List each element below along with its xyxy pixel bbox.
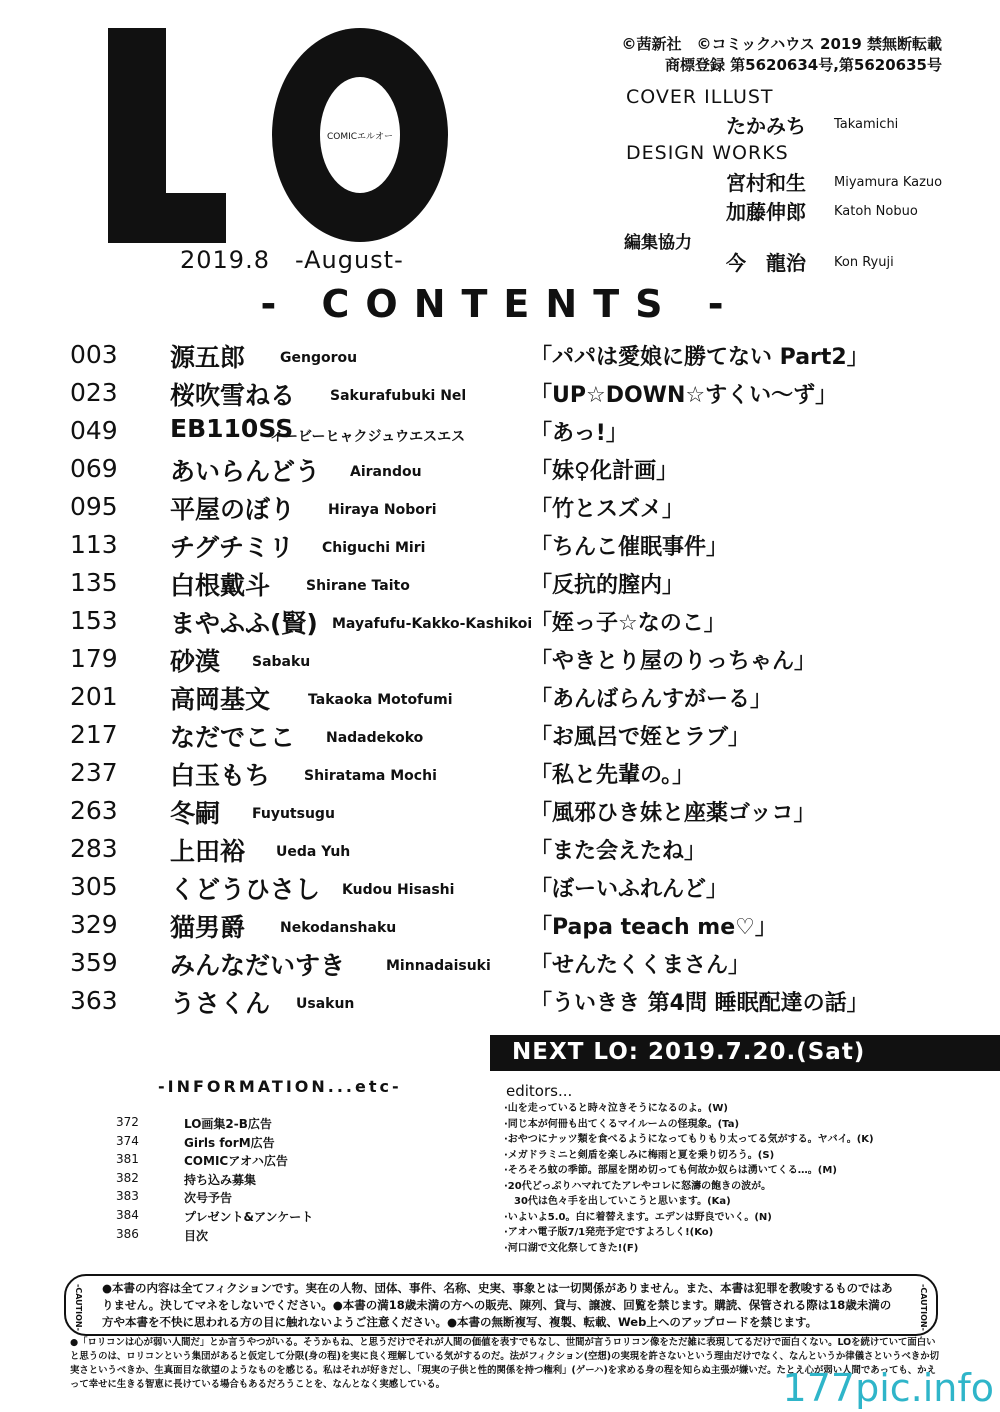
toc-story-title: 「お風呂で姪とラブ」 bbox=[530, 725, 751, 750]
info-page-number: 382 bbox=[116, 1170, 139, 1185]
contents-heading: - CONTENTS - bbox=[260, 282, 740, 326]
toc-author: 源五郎 bbox=[170, 343, 246, 372]
caution-text: ●本書の内容は全てフィクションです。実在の人物、団体、事件、名称、史実、事象とは一切関係がありません。また、本書は犯罪を教唆するものではありません。決してマネをしないでください。●本書の満18歳未満の方への販売、陳列、貸与、譲渡、回覧を禁じます。購読、保管される際は18歳未満の方や本書を不快に思われる方の目に触れないようご注意ください。●本書の無断複写、複製、転載、Web上へのアップロードを禁じます。 bbox=[102, 1281, 893, 1329]
toc-author-romaji: Hiraya Nobori bbox=[328, 502, 437, 518]
toc-row bbox=[70, 452, 970, 490]
editor-comment: ·山を走っていると時々泣きそうになるのよ。(W) bbox=[504, 1103, 728, 1114]
info-page-number: 372 bbox=[116, 1115, 139, 1129]
trademark-line: 商標登録 第5620634号,第5620635号 bbox=[664, 56, 942, 74]
toc-author-romaji: Takaoka Motofumi bbox=[308, 692, 453, 708]
toc-row bbox=[70, 794, 970, 832]
toc-row bbox=[70, 338, 970, 376]
toc-page-number: 179 bbox=[70, 644, 118, 673]
toc-author: くどうひさし bbox=[170, 875, 321, 904]
designer-2-name: 加藤伸郎 bbox=[726, 200, 806, 224]
toc-author-romaji: Chiguchi Miri bbox=[322, 540, 426, 556]
design-works-label: DESIGN WORKS bbox=[626, 142, 789, 164]
toc-author-romaji: Minnadaisuki bbox=[386, 958, 491, 974]
toc-row bbox=[70, 414, 970, 452]
info-item: 目次 bbox=[184, 1228, 209, 1243]
toc-story-title: 「ぼーいふれんど」 bbox=[530, 877, 729, 902]
editing-assist-romaji: Kon Ryuji bbox=[834, 255, 894, 270]
toc-page-number: 363 bbox=[70, 986, 118, 1015]
toc-row bbox=[70, 946, 970, 984]
toc-author-romaji: Mayafufu-Kakko-Kashikoi bbox=[332, 616, 533, 632]
toc-author-romaji: Ueda Yuh bbox=[276, 844, 351, 860]
toc-page-number: 113 bbox=[70, 530, 118, 559]
toc-author: 白玉もち bbox=[170, 761, 271, 790]
cover-illust-romaji: Takamichi bbox=[834, 117, 899, 132]
info-item: 持ち込み募集 bbox=[184, 1172, 257, 1187]
designer-2-romaji: Katoh Nobuo bbox=[834, 204, 918, 219]
caution-label-right: -CAUTION- bbox=[919, 1284, 928, 1331]
editors-comments bbox=[504, 1101, 984, 1256]
editors-heading: editors... bbox=[506, 1082, 573, 1100]
toc-author-romaji: Usakun bbox=[296, 996, 355, 1012]
toc-author-romaji: Gengorou bbox=[280, 350, 358, 366]
info-row bbox=[116, 1227, 446, 1246]
info-row bbox=[116, 1134, 446, 1153]
toc-author: 白根戴斗 bbox=[170, 571, 271, 600]
next-issue-date: NEXT LO: 2019.7.20.(Sat) bbox=[512, 1039, 866, 1065]
toc-author-romaji: Kudou Hisashi bbox=[342, 882, 455, 898]
toc-page-number: 153 bbox=[70, 606, 118, 635]
information-list bbox=[116, 1115, 446, 1245]
toc-story-title: 「せんたくくまさん」 bbox=[530, 953, 751, 978]
toc-story-title: 「妹♀化計画」 bbox=[530, 459, 679, 484]
toc-story-title: 「私と先輩の。」 bbox=[530, 763, 695, 788]
toc-row bbox=[70, 908, 970, 946]
toc-author-romaji: Fuyutsugu bbox=[252, 806, 335, 822]
toc-row bbox=[70, 528, 970, 566]
info-row bbox=[116, 1208, 446, 1227]
toc-row bbox=[70, 490, 970, 528]
editor-comment: ·そろそろ蚊の季節。部屋を閉め切っても何故か奴らは湧いてくる…。(M) bbox=[504, 1165, 837, 1176]
toc-author: 桜吹雪ねる bbox=[170, 381, 296, 410]
toc-page-number: 359 bbox=[70, 948, 118, 977]
toc-author-romaji: Sabaku bbox=[252, 654, 311, 670]
toc-page-number: 217 bbox=[70, 720, 118, 749]
toc-page-number: 329 bbox=[70, 910, 118, 939]
issue-date: 2019.8 -August- bbox=[180, 246, 404, 274]
toc-row bbox=[70, 604, 970, 642]
toc-author-romaji: Sakurafubuki Nel bbox=[330, 388, 467, 404]
toc-author: 平屋のぼり bbox=[170, 495, 296, 524]
toc-row bbox=[70, 376, 970, 414]
caution-label-left: -CAUTION- bbox=[74, 1284, 83, 1331]
info-item: プレゼント&アンケート bbox=[184, 1209, 314, 1224]
info-page-number: 374 bbox=[116, 1133, 139, 1148]
toc-author-romaji: Shirane Taito bbox=[306, 578, 410, 594]
contents-list bbox=[70, 338, 970, 1022]
editor-comment: ·20代どっぷりハマれてたアレやコレに怒濤の飽きの波が。 bbox=[504, 1180, 772, 1192]
toc-author-romaji: Nadadekoko bbox=[326, 730, 424, 746]
info-row bbox=[116, 1189, 446, 1208]
toc-author: みんなだいすき bbox=[170, 951, 346, 980]
lo-logo bbox=[108, 28, 448, 243]
toc-page-number: 023 bbox=[70, 378, 118, 407]
cover-illust-name: たかみち bbox=[726, 114, 806, 138]
info-page-number: 384 bbox=[116, 1207, 139, 1222]
info-page-number: 386 bbox=[116, 1226, 139, 1241]
logo-subtitle: COMICエルオー bbox=[326, 132, 394, 142]
toc-story-title: 「あんばらんすがーる」 bbox=[530, 687, 773, 712]
toc-story-title: 「UP☆DOWN☆すくい〜ず」 bbox=[530, 383, 838, 408]
designer-1-romaji: Miyamura Kazuo bbox=[834, 175, 943, 190]
toc-story-title: 「姪っ子☆なのこ」 bbox=[530, 611, 726, 636]
toc-story-title: 「また会えたね」 bbox=[530, 839, 707, 864]
toc-author: うさくん bbox=[170, 989, 271, 1018]
toc-author: EB110SS bbox=[170, 414, 294, 443]
toc-story-title: 「竹とスズメ」 bbox=[530, 497, 685, 522]
toc-author-romaji: Shiratama Mochi bbox=[304, 768, 437, 784]
copyright-line: ©茜新社 ©コミックハウス 2019 禁無断転載 bbox=[621, 35, 942, 53]
toc-story-title: 「あっ!」 bbox=[530, 421, 628, 446]
toc-row bbox=[70, 832, 970, 870]
toc-page-number: 049 bbox=[70, 416, 118, 445]
copyright-block bbox=[621, 34, 942, 76]
toc-page-number: 201 bbox=[70, 682, 118, 711]
toc-author: 冬嗣 bbox=[170, 799, 221, 828]
toc-author-romaji: Airandou bbox=[350, 464, 422, 480]
toc-page-number: 095 bbox=[70, 492, 118, 521]
next-issue-banner bbox=[490, 1035, 1000, 1071]
toc-page-number: 237 bbox=[70, 758, 118, 787]
editor-comment: ·いよいよ5.0。白に着替えます。エデンは野良でいく。(N) bbox=[504, 1211, 772, 1223]
toc-story-title: 「Papa teach me♡」 bbox=[530, 915, 777, 940]
toc-row bbox=[70, 718, 970, 756]
editor-comment: ·おやつにナッツ類を食べるようになってもりもり太ってる気がする。ヤバイ。(K) bbox=[504, 1134, 874, 1145]
toc-author: 砂漠 bbox=[170, 647, 221, 676]
editor-comment: ·メガドラミニと剣盾を楽しみに梅雨と夏を乗り切ろう。(S) bbox=[504, 1149, 775, 1161]
information-heading: -INFORMATION...etc- bbox=[158, 1077, 402, 1096]
toc-story-title: 「ちんこ催眠事件」 bbox=[530, 535, 729, 560]
toc-author: あいらんどう bbox=[170, 457, 321, 486]
editing-assist-name: 今 龍治 bbox=[726, 251, 806, 275]
toc-story-title: 「反抗的膣内」 bbox=[530, 573, 685, 598]
info-row bbox=[116, 1171, 446, 1190]
toc-row bbox=[70, 870, 970, 908]
editor-comment: 30代は色々手を出していこうと思います。(Ka) bbox=[504, 1196, 731, 1207]
editor-comment: ·アオハ電子版7/1発売予定ですよろしく!(Ko) bbox=[504, 1227, 714, 1238]
toc-row bbox=[70, 756, 970, 794]
editorial-note: ●「ロリコンは心が弱い人間だ」とか言うやつがいる。そうかもね、と思うだけでそれが人間の価値を表すでもなし、世間が言うロリコン像をただ雑に表現してるだけで面白くない。LOを続けていて面白いと思うのは、ロリコンという集団があると仮定して分限(身の程)を実に良く理解している気がするのだ。法がフィクション(空想)の実現を許さないという理由だけでなく、なんというか律儀さというべきか切実さというべきか、生真面目な欲望のようなものを感じる。私はそれが好きだし、「現実の子供と性的関係を持つ権利」(ゲーハ)を求める身の程を知らぬ主張が嫌いだ。たとえ心が弱い人間であっても、かえって幸せに生きる智恵に長けている場合もあるだろうことを、なんとなく実感している。 bbox=[70, 1337, 939, 1390]
editor-comment: ·河口湖で文化祭してきた!(F) bbox=[504, 1242, 639, 1254]
toc-page-number: 003 bbox=[70, 340, 118, 369]
toc-story-title: 「風邪ひき妹と座薬ゴッコ」 bbox=[530, 801, 816, 826]
info-page-number: 383 bbox=[116, 1189, 139, 1204]
toc-author: まやふふ(賢) bbox=[170, 609, 318, 638]
toc-row bbox=[70, 984, 970, 1022]
toc-page-number: 263 bbox=[70, 796, 118, 825]
editor-comment: ·同じ本が何冊も出てくるマイルームの怪現象。(Ta) bbox=[504, 1118, 740, 1130]
site-watermark: 177pic.info bbox=[782, 1366, 994, 1410]
toc-story-title: 「やきとり屋のりっちゃん」 bbox=[530, 649, 817, 674]
toc-story-title: 「ういきき 第4問 睡眠配達の話」 bbox=[530, 991, 869, 1016]
toc-row bbox=[70, 566, 970, 604]
editing-assist-label: 編集協力 bbox=[624, 233, 692, 253]
info-item: COMICアオハ広告 bbox=[184, 1154, 288, 1169]
toc-author: 猫男爵 bbox=[170, 913, 246, 942]
toc-page-number: 069 bbox=[70, 454, 118, 483]
toc-page-number: 305 bbox=[70, 872, 118, 901]
toc-story-title: 「パパは愛娘に勝てない Part2」 bbox=[530, 345, 869, 370]
toc-page-number: 283 bbox=[70, 834, 118, 863]
toc-author: 上田裕 bbox=[170, 837, 246, 866]
designer-1-name: 宮村和生 bbox=[726, 171, 806, 195]
info-item: LO画集2-B広告 bbox=[184, 1117, 272, 1131]
cover-illust-label: COVER ILLUST bbox=[626, 86, 774, 108]
toc-row bbox=[70, 642, 970, 680]
toc-author-romaji: Nekodanshaku bbox=[280, 920, 397, 936]
toc-author-romaji: イービーヒャクジュウエスエス bbox=[270, 429, 466, 445]
info-page-number: 381 bbox=[116, 1152, 139, 1167]
info-row bbox=[116, 1115, 446, 1134]
toc-author: なだでここ bbox=[170, 723, 296, 752]
toc-row bbox=[70, 680, 970, 718]
info-item: Girls forM広告 bbox=[184, 1135, 275, 1150]
toc-page-number: 135 bbox=[70, 568, 118, 597]
info-item: 次号予告 bbox=[184, 1191, 233, 1206]
info-row bbox=[116, 1152, 446, 1171]
toc-author: チグチミリ bbox=[170, 533, 295, 562]
toc-author: 高岡基文 bbox=[170, 685, 271, 714]
caution-box bbox=[64, 1274, 938, 1336]
